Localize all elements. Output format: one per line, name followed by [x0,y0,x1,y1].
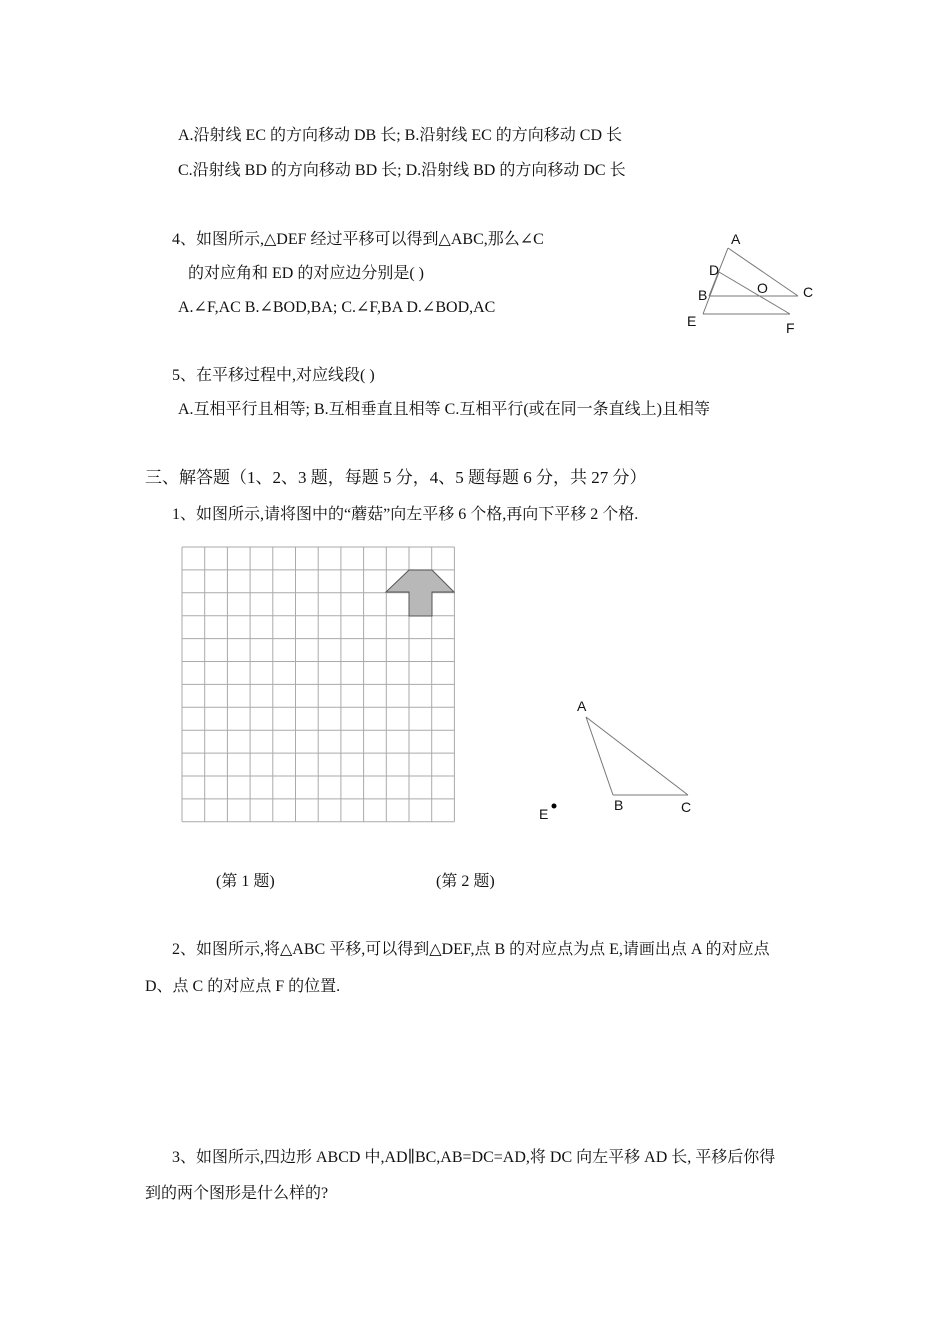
q4-label-F: F [786,320,795,336]
q4-label-C: C [803,284,814,300]
s3-question-1: 1、如图所示,请将图中的“蘑菇”向左平移 6 个格,再向下平移 2 个格. [172,506,639,523]
q4-label-A: A [731,231,741,247]
q4-stem-line-1: 4、如图所示,△DEF 经过平移可以得到△ABC,那么∠C [172,231,544,248]
fig2-segment-AB [586,717,613,795]
section-3-heading: 三、解答题（1、2、3 题，每题 5 分，4、5 题每题 6 分，共 27 分） [145,468,647,487]
q5-options: A.互相平行且相等; B.互相垂直且相等 C.互相平行(或在同一条直线上)且相等 [178,401,711,418]
q4-label-O: O [757,280,768,296]
fig2-label-A: A [577,698,587,714]
s3-question-2-line-2: D、点 C 的对应点 F 的位置. [145,978,341,995]
caption-fig-2: (第 2 题) [436,873,495,890]
fig2-label-B: B [614,797,624,813]
q4-label-E: E [687,313,697,329]
fig2-label-E: E [539,806,549,822]
fig2-segment-AC [586,717,688,795]
q4-label-B: B [698,287,708,303]
s3-question-3-line-2: 到的两个图形是什么样的? [145,1185,329,1202]
q4-label-D: D [709,262,720,278]
s3-question-2-line-1: 2、如图所示,将△ABC 平移,可以得到△DEF,点 B 的对应点为点 E,请画出点 A 的对应点 [172,941,770,958]
q4-stem-line-2: 的对应角和 ED 的对应边分别是( ) [188,265,424,282]
s3-question-3-line-1: 3、如图所示,四边形 ABCD 中,AD∥BC,AB=DC=AD,将 DC 向左平移 AD 长, 平移后你得 [172,1149,776,1166]
fig2-point-E [552,804,557,809]
fig2-label-C: C [681,799,692,815]
q3-option-line-2: C.沿射线 BD 的方向移动 BD 长; D.沿射线 BD 的方向移动 DC 长 [178,162,626,179]
caption-fig-1: (第 1 题) [216,873,275,890]
q5-stem: 5、在平移过程中,对应线段( ) [172,367,375,384]
q4-options: A.∠F,AC B.∠BOD,BA; C.∠F,BA D.∠BOD,AC [178,299,496,316]
q3-option-line-1: A.沿射线 EC 的方向移动 DB 长; B.沿射线 EC 的方向移动 CD 长 [178,127,623,144]
